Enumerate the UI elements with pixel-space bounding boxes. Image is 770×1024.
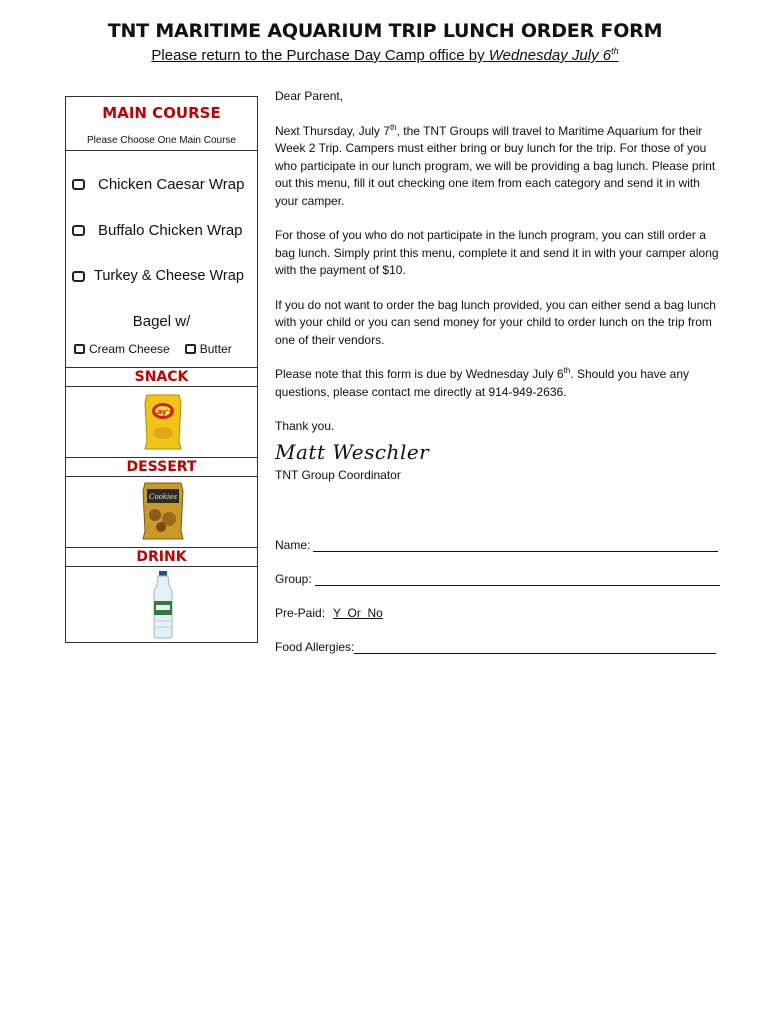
checkbox[interactable]: [72, 179, 85, 190]
drink-section: [66, 567, 257, 643]
paragraph-2: For those of you who do not participate in the lunch program, you can still order a bag lunch. Simply print this menu, complete it and send it in with your camper along with the payment of $10.: [275, 228, 719, 277]
prepaid-field[interactable]: [275, 606, 383, 620]
menu-box: [65, 96, 258, 643]
name-line[interactable]: [313, 540, 718, 552]
form-title: TNT MARITIME AQUARIUM TRIP LUNCH ORDER FORM: [107, 20, 663, 42]
water-bottle-icon: [152, 571, 174, 639]
checkbox[interactable]: [72, 225, 85, 236]
allergies-field[interactable]: [275, 640, 716, 654]
signer-title: TNT Group Coordinator: [275, 468, 401, 482]
bagel-label: Bagel w/: [132, 313, 191, 330]
paragraph-4: Please note that this form is due by Wednesday July 6th. Should you have any questions, please contact me directly at 914-949-2636.: [275, 366, 690, 399]
allergies-label: Food Allergies:: [275, 640, 355, 654]
group-label: Group:: [275, 572, 312, 586]
group-field[interactable]: [275, 572, 720, 586]
bagel-options: [74, 342, 254, 356]
paragraph-3: If you do not want to order the bag lunch provided, you can either send a bag lunch with your child or you can send money for your child to order lunch on the trip from one of their vendors.: [275, 297, 716, 347]
prepaid-options[interactable]: Y Or No: [333, 606, 383, 620]
option-buffalo-chicken-wrap[interactable]: [72, 219, 257, 241]
checkbox[interactable]: [72, 271, 85, 282]
svg-text:Lay's: Lay's: [153, 408, 173, 416]
name-field[interactable]: [275, 538, 718, 552]
option-chicken-caesar-wrap[interactable]: [72, 173, 257, 195]
snack-section: [66, 387, 257, 457]
main-course-title: MAIN COURSE: [102, 104, 221, 122]
checkbox[interactable]: [74, 344, 85, 354]
drink-header: DRINK: [66, 547, 257, 567]
dessert-section: [66, 477, 257, 547]
svg-text:Cookies: Cookies: [149, 493, 177, 501]
form-subtitle: Please return to the Purchase Day Camp office by Wednesday July 6th: [151, 46, 619, 64]
option-turkey-cheese-wrap[interactable]: [72, 265, 257, 287]
paragraph-1: Next Thursday, July 7th, the TNT Groups will travel to Maritime Aquarium for their Week 2 Trip. Campers must either bring or buy lunch for the trip. For those of you who participate in our lunch program, we will be providing a bag lunch. Please print out this menu, fill it out checking one item from each category and send it in with your camper.: [275, 122, 716, 208]
prepaid-label: Pre-Paid:: [275, 606, 326, 620]
main-course-instruction: Please Choose One Main Course: [87, 135, 236, 146]
cookie-bag-icon: [141, 481, 185, 541]
chips-bag-icon: [143, 393, 183, 451]
letter: [275, 88, 725, 485]
option-label: Turkey & Cheese Wrap: [94, 268, 244, 284]
option-cream-cheese[interactable]: Cream Cheese: [74, 342, 170, 356]
option-label: Buffalo Chicken Wrap: [98, 221, 243, 239]
closing: Thank you.: [275, 419, 335, 433]
signature: Matt Weschler: [275, 439, 430, 464]
main-course-header: [66, 97, 257, 151]
checkbox[interactable]: [185, 344, 196, 354]
option-butter[interactable]: Butter: [185, 342, 232, 356]
dessert-header: DESSERT: [66, 457, 257, 477]
snack-header: SNACK: [66, 367, 257, 387]
option-label: Chicken Caesar Wrap: [98, 175, 245, 193]
group-line[interactable]: [315, 574, 720, 586]
allergies-line[interactable]: [354, 642, 716, 654]
greeting: Dear Parent,: [275, 89, 344, 103]
name-label: Name:: [275, 538, 311, 552]
